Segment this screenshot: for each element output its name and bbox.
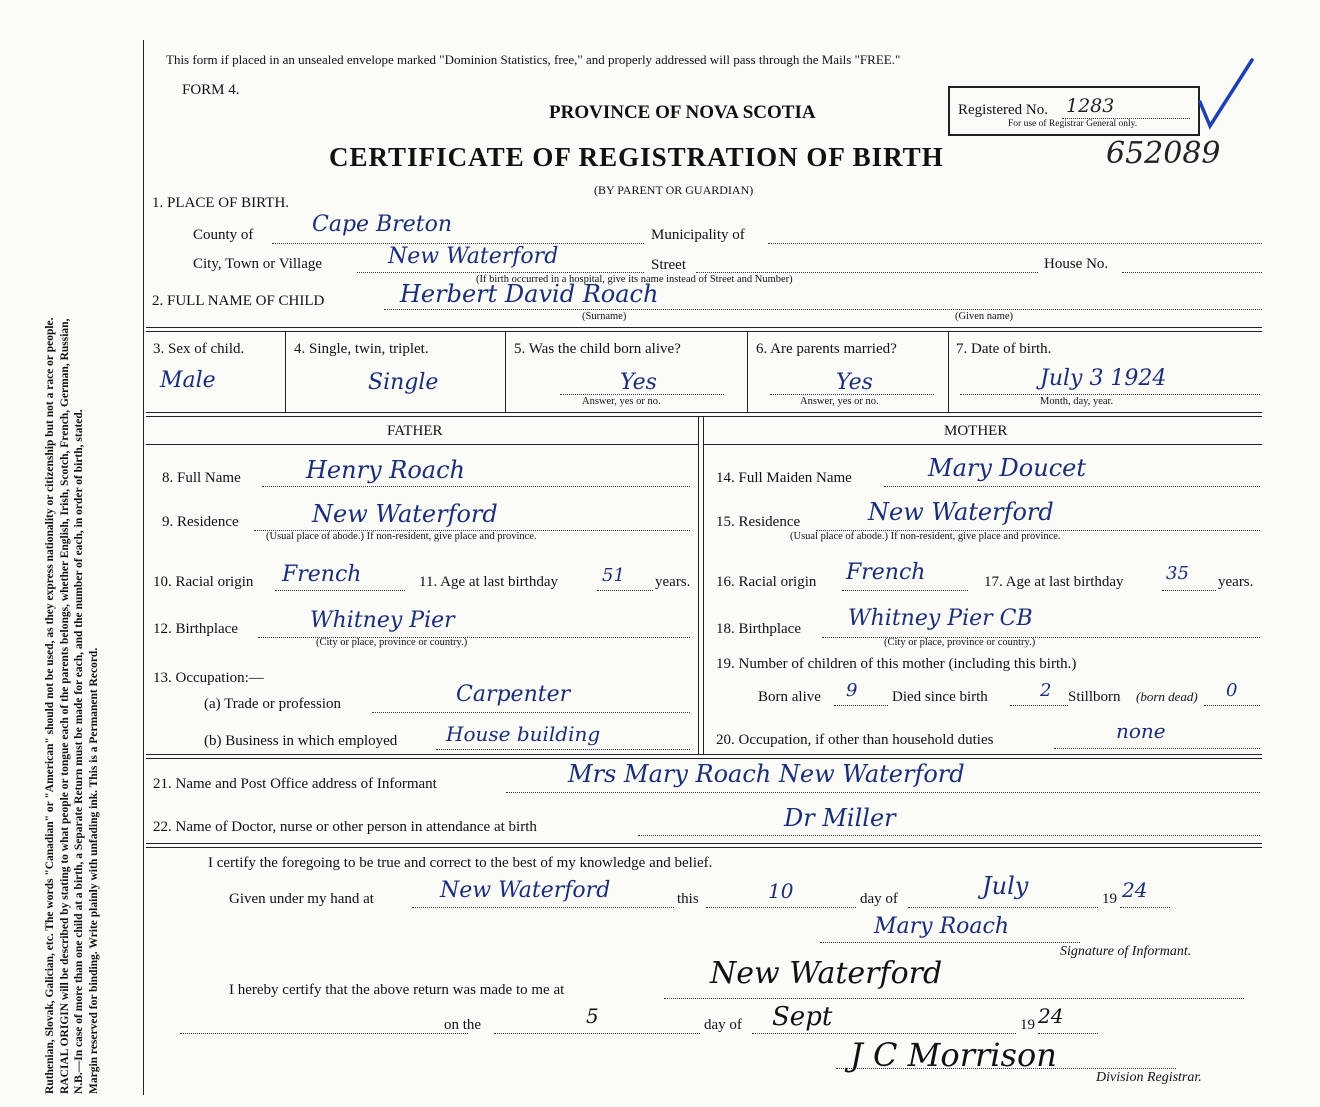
mother-name-label: 14. Full Maiden Name	[716, 470, 852, 486]
col-divider-4	[948, 331, 949, 412]
registrar-signature-line	[836, 1068, 1176, 1069]
city-value: New Waterford	[388, 244, 559, 269]
day-line	[706, 907, 856, 908]
informant-box-top-2	[146, 758, 1262, 759]
mother-occupation-line	[1054, 748, 1260, 749]
father-business-value: House building	[446, 722, 601, 746]
form-title: CERTIFICATE OF REGISTRATION OF BIRTH	[329, 142, 944, 172]
parents-married-label: 6. Are parents married?	[756, 341, 897, 357]
division-registrar-label: Division Registrar.	[1096, 1070, 1202, 1085]
informant-label: 21. Name and Post Office address of Informant	[153, 776, 437, 792]
given-place-line	[412, 907, 674, 908]
mother-abode-note: (Usual place of abode.) If non-resident, give place and province.	[790, 531, 1061, 542]
mother-age-value: 35	[1166, 563, 1189, 584]
registrar-statement: I hereby certify that the above return was made to me at	[229, 982, 565, 998]
registrar-place-line	[664, 998, 1244, 999]
parents-divider-a	[698, 416, 699, 754]
registrar-place-value: New Waterford	[710, 956, 943, 991]
handwritten-number: 652089	[1106, 136, 1221, 171]
mother-heading-rule	[703, 444, 1262, 445]
date-of-birth-line	[960, 394, 1260, 395]
informant-signature-label: Signature of Informant.	[1060, 944, 1192, 959]
hospital-note: (If birth occurred in a hospital, give its name instead of Street and Number)	[476, 274, 793, 285]
parents-divider-b	[703, 416, 704, 754]
stillborn-value: 0	[1226, 680, 1238, 701]
reg-year-line	[1038, 1033, 1098, 1034]
died-since-birth-label: Died since birth	[892, 689, 988, 705]
surname-note: (Surname)	[582, 311, 627, 322]
form-number: FORM 4.	[182, 82, 240, 98]
father-trade-label: (a) Trade or profession	[204, 696, 342, 712]
col-divider-2	[505, 331, 506, 412]
reg-day-value: 5	[586, 1004, 599, 1028]
doctor-line	[638, 835, 1260, 836]
province-title: PROVINCE OF NOVA SCOTIA	[549, 102, 816, 123]
born-alive-value: Yes	[620, 370, 657, 395]
mother-birthplace-value: Whitney Pier CB	[848, 606, 1033, 631]
mother-residence-label: 15. Residence	[716, 514, 801, 530]
born-alive-note: Answer, yes or no.	[582, 396, 661, 407]
born-alive-count-label: Born alive	[758, 689, 821, 705]
child-box-top	[146, 327, 1262, 328]
margin-line-2: RACIAL ORIGIN will be described by stating to what people or tongue each of the parents belongs, whether English, Irish, Scotch, French, German, Russian,	[58, 318, 71, 1094]
mother-years-label: years.	[1218, 574, 1254, 590]
sex-label: 3. Sex of child.	[153, 341, 245, 357]
sex-value: Male	[160, 368, 216, 393]
father-business-line	[436, 749, 690, 750]
father-age-label: 11. Age at last birthday	[419, 574, 558, 590]
father-racial-line	[275, 590, 405, 591]
mother-children-label: 19. Number of children of this mother (including this birth.)	[716, 656, 1077, 672]
municipality-line	[768, 243, 1262, 244]
father-birthplace-value: Whitney Pier	[310, 608, 455, 633]
this-label: this	[677, 891, 699, 907]
father-name-label: 8. Full Name	[162, 470, 241, 486]
date-of-birth-value: July 3 1924	[1040, 366, 1167, 391]
father-heading: FATHER	[387, 423, 443, 439]
stillborn-line	[1204, 705, 1260, 706]
father-residence-label: 9. Residence	[162, 514, 239, 530]
parents-married-value: Yes	[836, 370, 873, 395]
registrar-use-note: For use of Registrar General only.	[1008, 119, 1138, 129]
certification-rule	[146, 843, 1262, 844]
reg-day-line	[494, 1033, 700, 1034]
father-racial-value: French	[282, 562, 362, 587]
father-business-label: (b) Business in which employed	[204, 733, 398, 749]
reg-month-value: Sept	[772, 1002, 833, 1032]
stillborn-note: (born dead)	[1136, 689, 1198, 704]
informant-line	[506, 792, 1260, 793]
child-name-value: Herbert David Roach	[400, 280, 659, 308]
form-left-border	[143, 40, 144, 1095]
margin-line-1: Ruthenian, Slovak, Galician, etc. The words "Canadian" or "American" should not be used, as they express nationality or citizenship but not a race or people.	[44, 317, 56, 1094]
county-label: County of	[193, 227, 254, 243]
city-label: City, Town or Village	[193, 256, 323, 272]
parents-married-note: Answer, yes or no.	[800, 396, 879, 407]
year-prefix: 19	[1102, 891, 1117, 907]
month-value: July	[982, 872, 1029, 900]
informant-value: Mrs Mary Roach New Waterford	[568, 760, 965, 788]
postal-notice: This form if placed in an unsealed envelope marked "Dominion Statistics, free," and properly addressed will pass through the Mails "FREE."	[166, 52, 901, 67]
mother-occupation-value: none	[1116, 719, 1166, 743]
year-line	[1120, 907, 1170, 908]
mother-occupation-label: 20. Occupation, if other than household duties	[716, 732, 994, 748]
mother-racial-value: French	[846, 560, 926, 585]
father-residence-value: New Waterford	[312, 500, 498, 528]
father-birthplace-label: 12. Birthplace	[153, 621, 238, 637]
date-of-birth-label: 7. Date of birth.	[956, 341, 1052, 357]
day-of-label: day of	[860, 891, 898, 907]
col-divider-1	[285, 331, 286, 412]
child-box-top-2	[146, 331, 1262, 332]
mother-racial-line	[842, 590, 968, 591]
father-racial-label: 10. Racial origin	[153, 574, 254, 590]
form-subtitle: (BY PARENT OR GUARDIAN)	[594, 183, 754, 197]
county-value: Cape Breton	[312, 212, 453, 237]
on-the-lead-line	[180, 1033, 468, 1034]
margin-instructions	[43, 34, 101, 1094]
on-the-label: on the	[444, 1017, 482, 1033]
parents-box-top	[146, 412, 1262, 413]
mother-birthplace-label: 18. Birthplace	[716, 621, 801, 637]
stillborn-label: Stillborn	[1068, 689, 1121, 705]
reg-year-prefix: 19	[1020, 1017, 1035, 1033]
city-line	[357, 272, 644, 273]
died-since-birth-line	[1010, 705, 1068, 706]
father-birthplace-note: (City or place, province or country.)	[316, 637, 468, 648]
registered-no-value: 1283	[1066, 95, 1115, 117]
reg-year-value: 24	[1038, 1004, 1064, 1028]
doctor-label: 22. Name of Doctor, nurse or other person in attendance at birth	[153, 819, 537, 835]
registrar-signature: J C Morrison	[850, 1036, 1057, 1074]
mother-racial-label: 16. Racial origin	[716, 574, 817, 590]
father-years-label: years.	[655, 574, 691, 590]
checkmark-icon	[1196, 56, 1256, 136]
died-since-birth-value: 2	[1040, 680, 1052, 701]
born-alive-label: 5. Was the child born alive?	[514, 341, 681, 357]
mother-residence-value: New Waterford	[868, 498, 1054, 526]
month-line	[908, 907, 1098, 908]
informant-signature: Mary Roach	[874, 914, 1009, 939]
given-name-note: (Given name)	[955, 311, 1014, 322]
father-name-line	[262, 486, 690, 487]
mother-birthplace-note: (City or place, province or country.)	[884, 637, 1036, 648]
doctor-value: Dr Miller	[784, 804, 896, 832]
year-value: 24	[1122, 878, 1148, 902]
father-trade-value: Carpenter	[456, 682, 571, 707]
margin-line-4: Margin reserved for binding. Write plainly with unfading ink. This is a Permanent Record.	[87, 647, 100, 1094]
father-heading-rule	[146, 444, 698, 445]
born-alive-count-value: 9	[846, 680, 858, 701]
born-alive-count-line	[834, 705, 888, 706]
given-place-value: New Waterford	[440, 878, 611, 903]
mother-age-label: 17. Age at last birthday	[984, 574, 1124, 590]
reg-month-line	[752, 1033, 1016, 1034]
day-value: 10	[768, 879, 794, 903]
certification-rule-2	[146, 847, 1262, 848]
mother-heading: MOTHER	[944, 423, 1008, 439]
father-abode-note: (Usual place of abode.) If non-resident, give place and province.	[266, 531, 537, 542]
father-age-line	[597, 590, 653, 591]
place-of-birth-label: 1. PLACE OF BIRTH.	[152, 195, 290, 211]
house-no-label: House No.	[1044, 256, 1109, 272]
father-trade-line	[372, 712, 690, 713]
given-label: Given under my hand at	[229, 891, 374, 907]
street-label: Street	[651, 257, 686, 273]
mother-name-value: Mary Doucet	[928, 454, 1086, 482]
father-occupation-label: 13. Occupation:—	[153, 670, 264, 686]
parents-box-top-2	[146, 416, 1262, 417]
multiple-value: Single	[368, 370, 439, 395]
child-name-line	[384, 309, 1262, 310]
mother-name-line	[884, 486, 1260, 487]
father-name-value: Henry Roach	[306, 456, 465, 484]
child-name-label: 2. FULL NAME OF CHILD	[152, 293, 325, 309]
certification-statement: I certify the foregoing to be true and correct to the best of my knowledge and belief.	[208, 855, 713, 871]
margin-line-3: N.B.—In case of more than one child at a birth, a Separate Return must be made for each, and the number of each, in order of birth, stated.	[73, 409, 85, 1094]
multiple-label: 4. Single, twin, triplet.	[294, 341, 429, 357]
street-line	[696, 272, 1038, 273]
informant-box-top	[146, 754, 1262, 755]
municipality-label: Municipality of	[651, 227, 745, 243]
date-of-birth-note: Month, day, year.	[1040, 396, 1114, 407]
father-age-value: 51	[602, 565, 625, 586]
registered-no-label: Registered No.	[958, 102, 1048, 118]
mother-age-line	[1162, 590, 1216, 591]
informant-signature-line	[820, 942, 1080, 943]
house-no-line	[1122, 272, 1262, 273]
col-divider-3	[747, 331, 748, 412]
reg-day-of-label: day of	[704, 1017, 742, 1033]
